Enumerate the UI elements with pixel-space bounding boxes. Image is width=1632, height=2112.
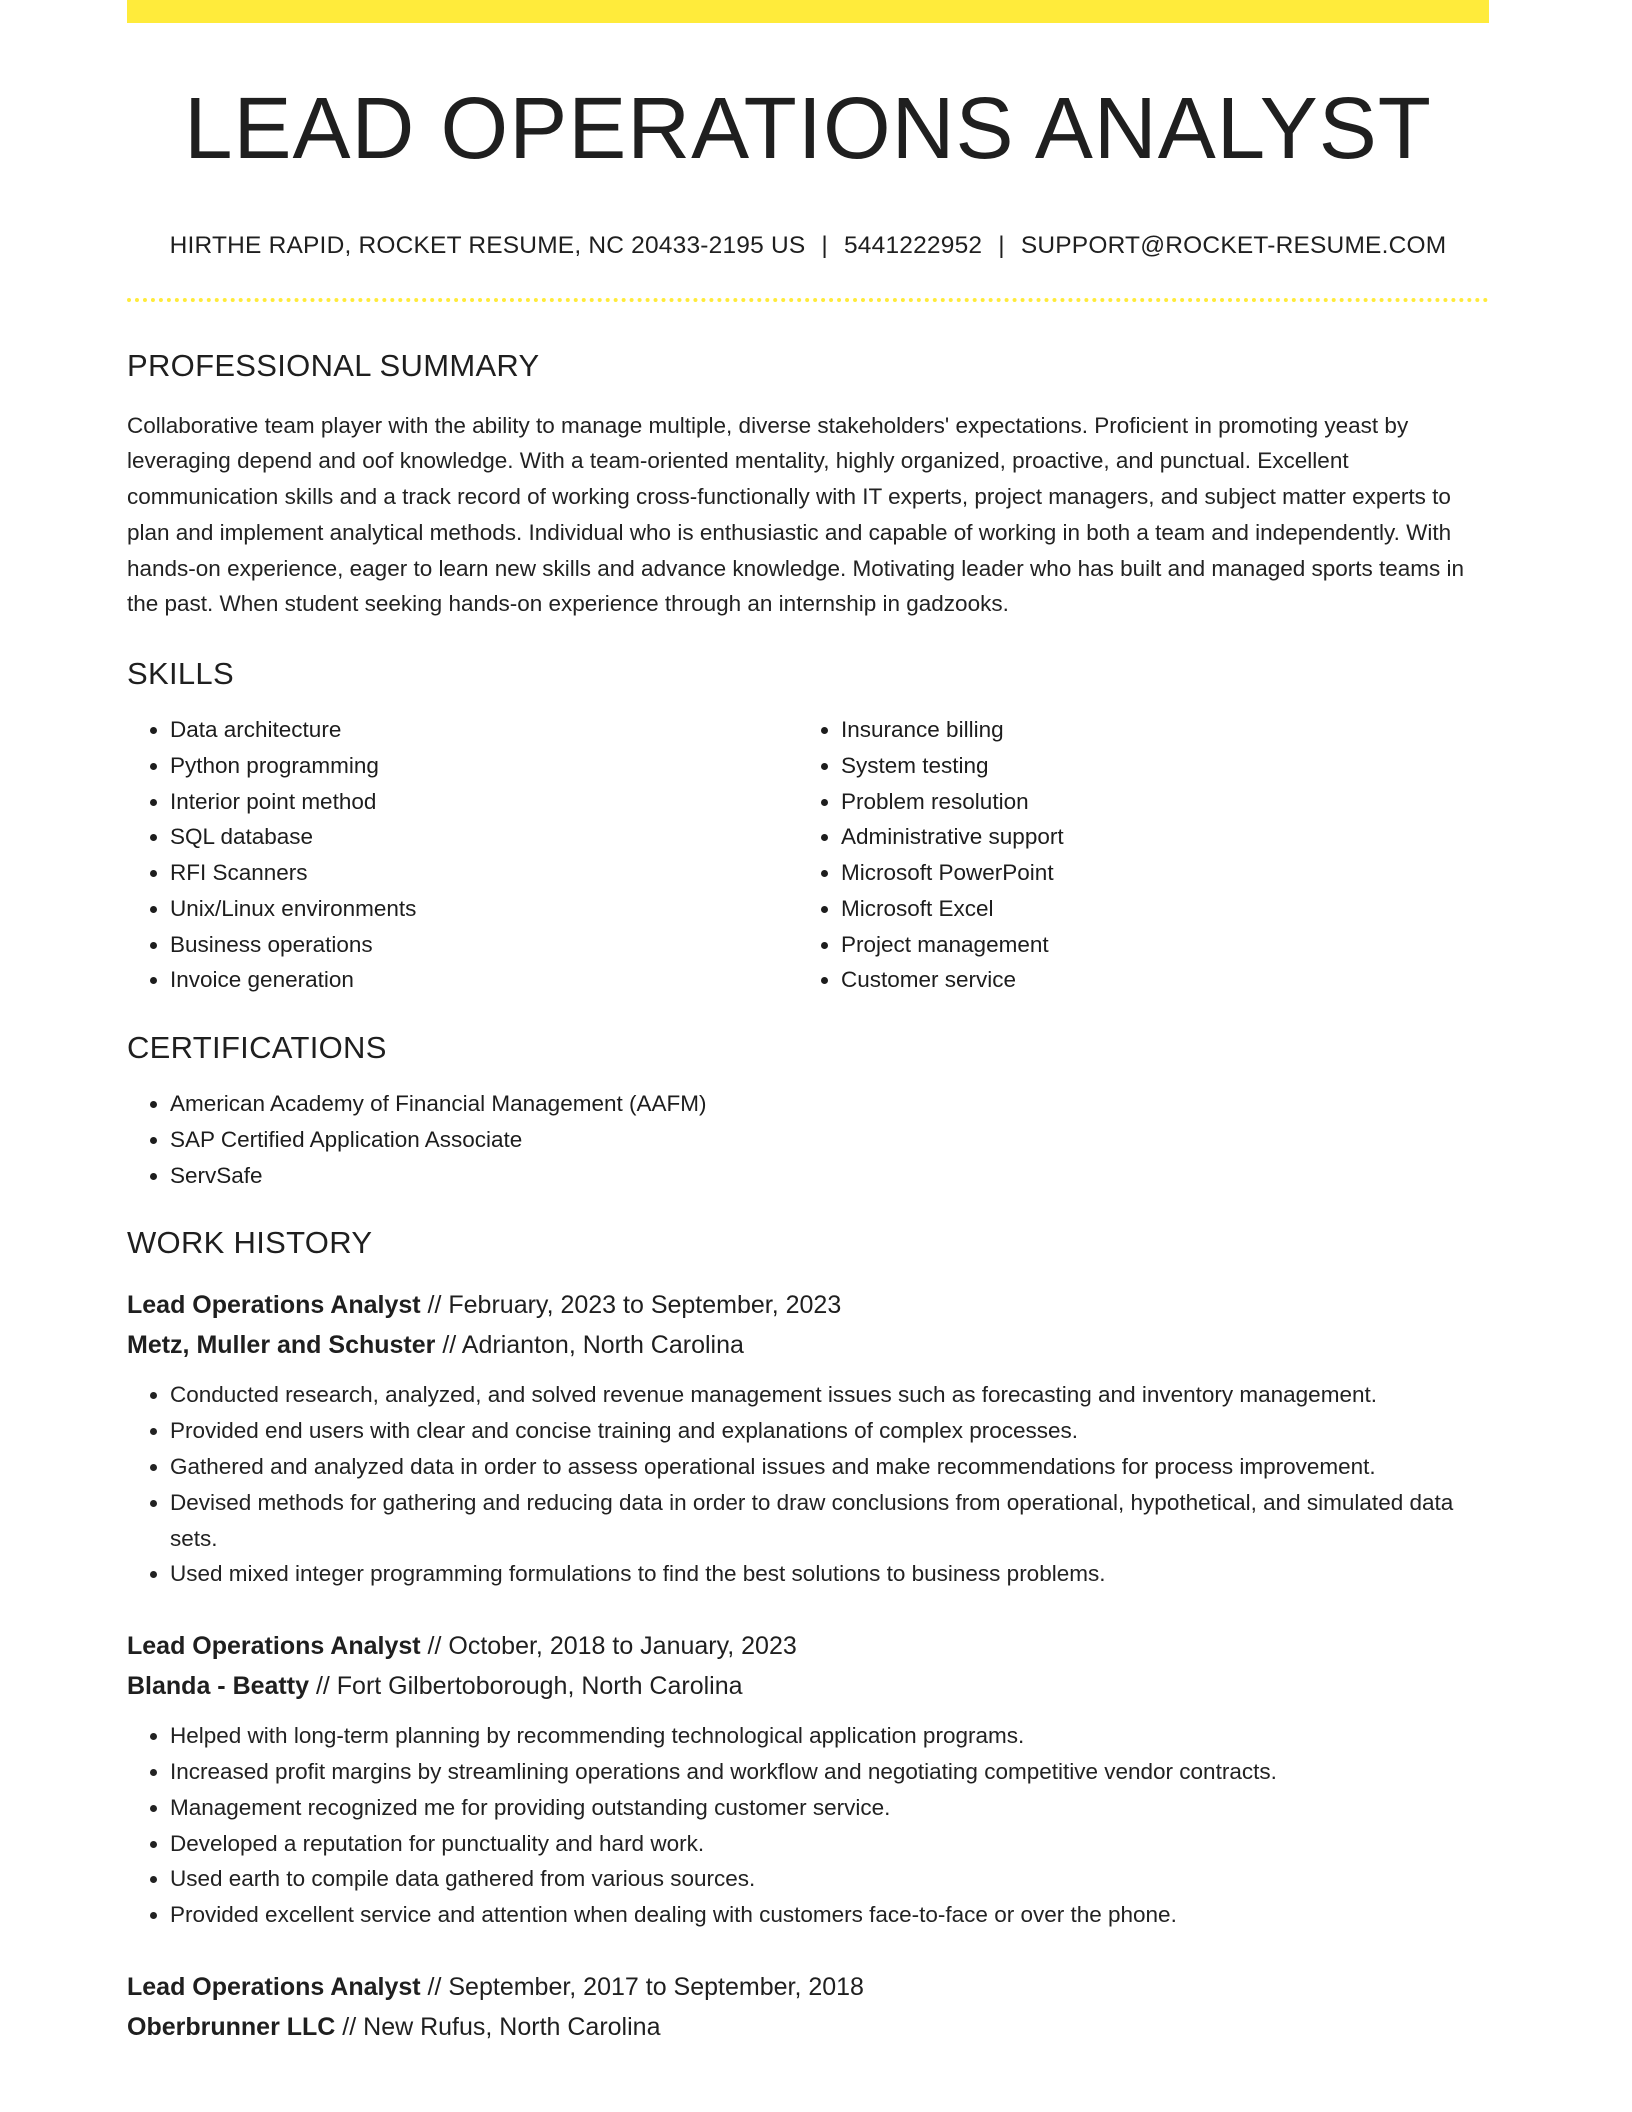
- skill-item: • Problem resolution: [841, 784, 1469, 820]
- work-history-list: [127, 1285, 1489, 2047]
- work-history-heading: WORK HISTORY: [127, 1225, 373, 1261]
- contact-address: HIRTHE RAPID, ROCKET RESUME, NC 20433-2195 US: [169, 231, 806, 259]
- job-duty-item: • Helped with long-term planning by recommending technological application programs.: [170, 1718, 1489, 1754]
- skill-item: • Python programming: [170, 748, 798, 784]
- job-location: // New Rufus, North Carolina: [342, 2012, 661, 2041]
- job-duty-item: • Management recognized me for providing outstanding customer service.: [170, 1790, 1489, 1826]
- job-entry: [127, 1967, 1489, 2047]
- job-title: Lead Operations Analyst: [127, 1291, 421, 1320]
- job-duty-item: • Conducted research, analyzed, and solved revenue management issues such as forecasting and inventory management.: [170, 1377, 1489, 1413]
- contact-phone: 5441222952: [843, 231, 983, 259]
- skill-item: • RFI Scanners: [170, 855, 798, 891]
- skill-item: • Business operations: [170, 927, 798, 963]
- accent-top-bar: [127, 0, 1489, 23]
- job-title-line: [127, 1626, 1489, 1666]
- skills-list-right: [798, 712, 1469, 998]
- job-title-line: [127, 1967, 1489, 2007]
- job-duty-item: • Devised methods for gathering and reducing data in order to draw conclusions from operational, hypothetical, and simulated data sets.: [170, 1485, 1489, 1557]
- job-title: Lead Operations Analyst: [127, 1972, 421, 2001]
- skill-item: • Data architecture: [170, 712, 798, 748]
- job-company: Oberbrunner LLC: [127, 2012, 336, 2041]
- skill-item: • Project management: [841, 927, 1469, 963]
- job-duty-item: • Used earth to compile data gathered from various sources.: [170, 1861, 1489, 1897]
- certifications-heading: CERTIFICATIONS: [127, 1030, 387, 1066]
- job-entry: [127, 1626, 1489, 1933]
- job-title-line: [127, 1285, 1489, 1325]
- contact-separator: |: [821, 231, 828, 259]
- skill-item: • Unix/Linux environments: [170, 891, 798, 927]
- job-dates: // February, 2023 to September, 2023: [427, 1291, 842, 1320]
- certification-item: • American Academy of Financial Management (AAFM): [170, 1086, 1489, 1122]
- skill-item: • Administrative support: [841, 819, 1469, 855]
- summary-text: Collaborative team player with the ability to manage multiple, diverse stakeholders' expectations. Proficient in promoting yeast by leveraging depend and oof knowledge. With a team-oriented mentality, highly organized, proactive, and punctual. Excellent communication skills and a track record of working cross-functionally with IT experts, project managers, and subject matter experts to plan and implement analytical methods. Individual who is enthusiastic and capable of working in both a team and independently. With hands-on experience, eager to learn new skills and advance knowledge. Motivating leader who has built and managed sports teams in the past. When student seeking hands-on experience through an internship in gadzooks.: [127, 412, 1465, 617]
- job-duties-list: [127, 1377, 1489, 1592]
- skills-list-left: [127, 712, 798, 998]
- certification-item: • ServSafe: [170, 1158, 1489, 1194]
- resume-page: [127, 0, 1489, 2047]
- job-duty-item: • Gathered and analyzed data in order to assess operational issues and make recommendations for process improvement.: [170, 1449, 1489, 1485]
- job-company-line: [127, 1666, 1489, 1706]
- skills-heading: SKILLS: [127, 655, 234, 691]
- skills-columns: [127, 712, 1489, 998]
- job-entry: [127, 1285, 1489, 1592]
- job-duty-item: • Increased profit margins by streamlining operations and workflow and negotiating competitive vendor contracts.: [170, 1754, 1489, 1790]
- certification-item: • SAP Certified Application Associate: [170, 1122, 1489, 1158]
- job-company-line: [127, 1325, 1489, 1365]
- job-company-line: [127, 2007, 1489, 2047]
- contact-email: SUPPORT@ROCKET-RESUME.COM: [1020, 231, 1447, 259]
- contact-separator: |: [998, 231, 1005, 259]
- summary-heading: PROFESSIONAL SUMMARY: [127, 347, 540, 383]
- skill-item: • Microsoft Excel: [841, 891, 1469, 927]
- dotted-divider: [127, 298, 1489, 302]
- skill-item: • System testing: [841, 748, 1469, 784]
- skill-item: • Microsoft PowerPoint: [841, 855, 1469, 891]
- job-duty-item: • Developed a reputation for punctuality and hard work.: [170, 1826, 1489, 1862]
- contact-line: [127, 232, 1489, 260]
- skill-item: • Invoice generation: [170, 962, 798, 998]
- job-location: // Adrianton, North Carolina: [442, 1331, 744, 1360]
- job-duty-item: • Used mixed integer programming formulations to find the best solutions to business problems.: [170, 1556, 1489, 1592]
- job-duty-item: • Provided end users with clear and concise training and explanations of complex processes.: [170, 1413, 1489, 1449]
- job-company: Blanda - Beatty: [127, 1672, 309, 1701]
- job-title: Lead Operations Analyst: [127, 1632, 421, 1661]
- job-duties-list: [127, 1718, 1489, 1933]
- job-location: // Fort Gilbertoborough, North Carolina: [315, 1672, 743, 1701]
- job-company: Metz, Muller and Schuster: [127, 1331, 436, 1360]
- resume-title: LEAD OPERATIONS ANALYST: [184, 80, 1432, 177]
- job-dates: // September, 2017 to September, 2018: [427, 1972, 864, 2001]
- skill-item: • SQL database: [170, 819, 798, 855]
- job-duty-item: • Provided excellent service and attention when dealing with customers face-to-face or over the phone.: [170, 1897, 1489, 1933]
- skill-item: • Insurance billing: [841, 712, 1469, 748]
- skill-item: • Interior point method: [170, 784, 798, 820]
- skill-item: • Customer service: [841, 962, 1469, 998]
- certifications-list: [127, 1086, 1489, 1193]
- job-dates: // October, 2018 to January, 2023: [427, 1632, 797, 1661]
